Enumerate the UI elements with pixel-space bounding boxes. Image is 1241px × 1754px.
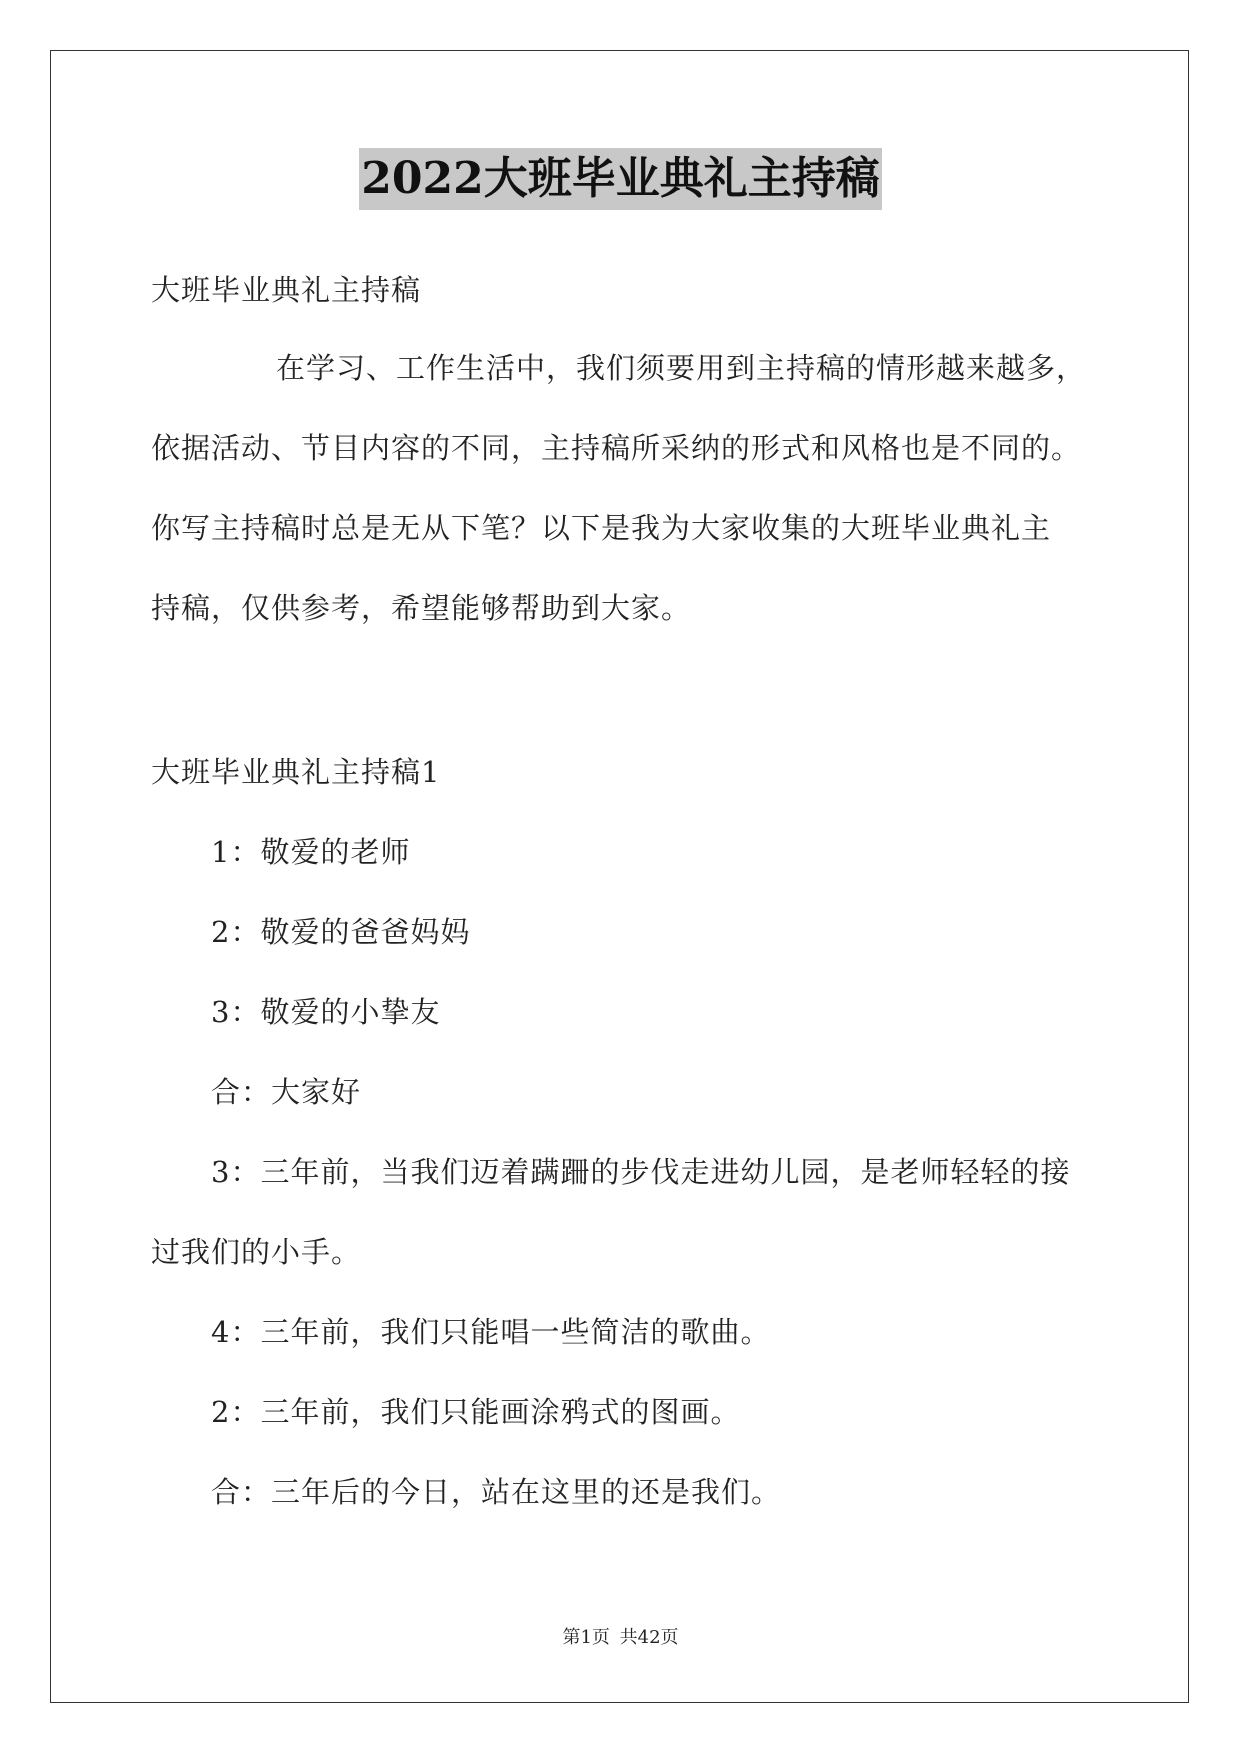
body-line-1: 1：敬爱的老师 [211,835,411,869]
page-total: 共42页 [619,1627,679,1648]
intro-line-2: 依据活动、节目内容的不同，主持稿所采纳的形式和风格也是不同的。 [151,431,1082,465]
intro-line-3: 你写主持稿时总是无从下笔？以下是我为大家收集的大班毕业典礼主 [151,511,1052,545]
body-line-4: 合：大家好 [211,1075,362,1109]
body-line-7: 4：三年前，我们只能唱一些简洁的歌曲。 [211,1315,771,1349]
body-line-6: 过我们的小手。 [151,1235,362,1269]
title-container [0,148,1241,210]
body-line-9: 合：三年后的今日，站在这里的还是我们。 [211,1475,782,1509]
document-title: 2022大班毕业典礼主持稿 [359,148,881,210]
intro-line-1: 在学习、工作生活中，我们须要用到主持稿的情形越来越多， [276,351,1087,385]
section-heading: 大班毕业典礼主持稿1 [151,755,441,789]
body-line-5: 3：三年前，当我们迈着蹒跚的步伐走进幼儿园，是老师轻轻的接 [211,1155,1071,1189]
page-footer [0,1626,1241,1650]
intro-line-4: 持稿，仅供参考，希望能够帮助到大家。 [151,591,692,625]
body-line-2: 2：敬爱的爸爸妈妈 [211,915,471,949]
body-line-8: 2：三年前，我们只能画涂鸦式的图画。 [211,1395,741,1429]
body-line-3: 3：敬爱的小挚友 [211,995,441,1029]
page-number: 第1页 [562,1627,610,1648]
document-subtitle: 大班毕业典礼主持稿 [151,273,422,307]
